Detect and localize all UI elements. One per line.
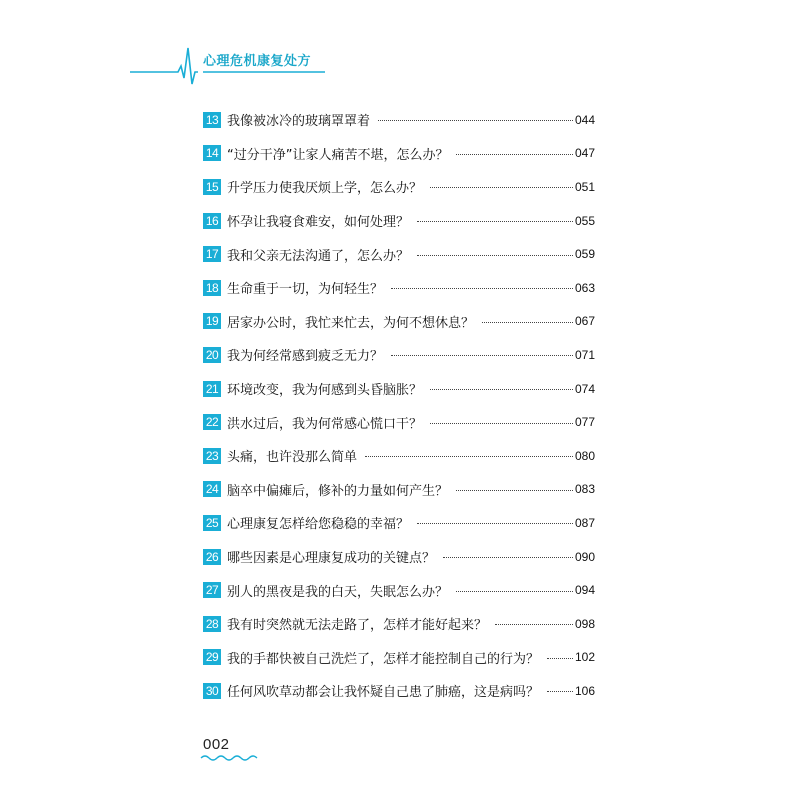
- dot-leader: [378, 120, 573, 121]
- dot-leader: [443, 557, 573, 558]
- chapter-title: 生命重于一切，为何轻生？: [227, 282, 384, 298]
- toc-entry: [203, 271, 595, 305]
- chapter-number-badge: 29: [203, 649, 221, 665]
- chapter-number-badge: 23: [203, 448, 221, 464]
- chapter-number-badge: 20: [203, 347, 221, 363]
- chapter-page-number: 094: [574, 583, 595, 598]
- chapter-page-number: 051: [574, 179, 595, 194]
- dot-leader: [456, 591, 573, 592]
- chapter-page-number: 102: [574, 650, 595, 665]
- chapter-number-badge: 24: [203, 481, 221, 497]
- toc-entry: [203, 674, 595, 708]
- chapter-number-badge: 14: [203, 145, 221, 161]
- toc-entry: [203, 540, 595, 574]
- chapter-page-number: 077: [574, 415, 595, 430]
- toc-entry: [203, 170, 595, 204]
- table-of-contents: [203, 103, 595, 708]
- chapter-number-badge: 19: [203, 313, 221, 329]
- chapter-title: 我有时突然就无法走路了，怎样才能好起来？: [227, 618, 488, 634]
- dot-leader: [417, 523, 573, 524]
- page-number: 002: [203, 736, 230, 753]
- chapter-number-badge: 18: [203, 280, 221, 296]
- dot-leader: [547, 658, 573, 659]
- chapter-title: 脑卒中偏瘫后，修补的力量如何产生？: [227, 483, 449, 499]
- chapter-page-number: 106: [574, 683, 595, 698]
- chapter-title: 洪水过后，我为何常感心慌口干？: [227, 416, 423, 432]
- chapter-page-number: 067: [574, 314, 595, 329]
- chapter-page-number: 087: [574, 515, 595, 530]
- toc-entry: [203, 237, 595, 271]
- dot-leader: [482, 322, 573, 323]
- chapter-number-badge: 16: [203, 213, 221, 229]
- chapter-page-number: 071: [574, 347, 595, 362]
- chapter-title: 居家办公时，我忙来忙去，为何不想休息？: [227, 315, 475, 331]
- chapter-page-number: 098: [574, 616, 595, 631]
- toc-entry: [203, 573, 595, 607]
- chapter-title: 别人的黑夜是我的白天，失眠怎么办？: [227, 584, 449, 600]
- chapter-title: 头痛，也许没那么简单: [227, 450, 358, 466]
- heartbeat-line-icon: [0, 40, 800, 100]
- dot-leader: [391, 288, 573, 289]
- chapter-title: 怀孕让我寝食难安，如何处理？: [227, 215, 410, 231]
- toc-entry: [203, 405, 595, 439]
- page-footer: [203, 736, 230, 753]
- chapter-title: 我像被冰冷的玻璃罩罩着: [227, 114, 371, 130]
- toc-entry: [203, 204, 595, 238]
- chapter-page-number: 059: [574, 247, 595, 262]
- chapter-title: 我的手都快被自己洗烂了，怎样才能控制自己的行为？: [227, 651, 540, 667]
- chapter-title: 任何风吹草动都会让我怀疑自己患了肺癌，这是病吗？: [227, 685, 540, 701]
- dot-leader: [456, 490, 573, 491]
- chapter-title: 我和父亲无法沟通了，怎么办？: [227, 248, 410, 264]
- chapter-page-number: 047: [574, 146, 595, 161]
- dot-leader: [430, 389, 573, 390]
- chapter-title: “过分干净”让家人痛苦不堪，怎么办？: [227, 147, 449, 163]
- toc-entry: [203, 439, 595, 473]
- dot-leader: [417, 221, 573, 222]
- toc-entry: [203, 372, 595, 406]
- wave-underline-icon: [200, 754, 260, 762]
- toc-entry: [203, 473, 595, 507]
- dot-leader: [430, 187, 573, 188]
- book-title: 心理危机康复处方: [203, 54, 312, 69]
- dot-leader: [391, 355, 573, 356]
- chapter-title: 我为何经常感到疲乏无力？: [227, 349, 384, 365]
- chapter-number-badge: 17: [203, 246, 221, 262]
- chapter-number-badge: 27: [203, 582, 221, 598]
- dot-leader: [365, 456, 573, 457]
- toc-entry: [203, 607, 595, 641]
- chapter-page-number: 080: [574, 448, 595, 463]
- dot-leader: [495, 624, 573, 625]
- chapter-page-number: 090: [574, 549, 595, 564]
- toc-entry: [203, 137, 595, 171]
- chapter-title: 升学压力使我厌烦上学，怎么办？: [227, 181, 423, 197]
- chapter-number-badge: 21: [203, 381, 221, 397]
- chapter-number-badge: 25: [203, 515, 221, 531]
- chapter-number-badge: 22: [203, 414, 221, 430]
- chapter-page-number: 044: [574, 112, 595, 127]
- toc-entry: [203, 305, 595, 339]
- chapter-number-badge: 28: [203, 616, 221, 632]
- chapter-page-number: 074: [574, 381, 595, 396]
- chapter-title: 环境改变，我为何感到头昏脑胀？: [227, 383, 423, 399]
- dot-leader: [456, 154, 572, 155]
- chapter-page-number: 083: [574, 482, 595, 497]
- toc-entry: [203, 641, 595, 675]
- toc-entry: [203, 506, 595, 540]
- dot-leader: [430, 423, 573, 424]
- chapter-number-badge: 30: [203, 683, 221, 699]
- running-header: [0, 40, 800, 100]
- chapter-number-badge: 26: [203, 549, 221, 565]
- dot-leader: [417, 255, 573, 256]
- dot-leader: [547, 691, 573, 692]
- chapter-title: 哪些因素是心理康复成功的关键点？: [227, 551, 436, 567]
- chapter-page-number: 063: [574, 280, 595, 295]
- chapter-page-number: 055: [574, 213, 595, 228]
- chapter-number-badge: 13: [203, 112, 221, 128]
- chapter-title: 心理康复怎样给您稳稳的幸福？: [227, 517, 410, 533]
- toc-entry: [203, 103, 595, 137]
- chapter-number-badge: 15: [203, 179, 221, 195]
- toc-entry: [203, 338, 595, 372]
